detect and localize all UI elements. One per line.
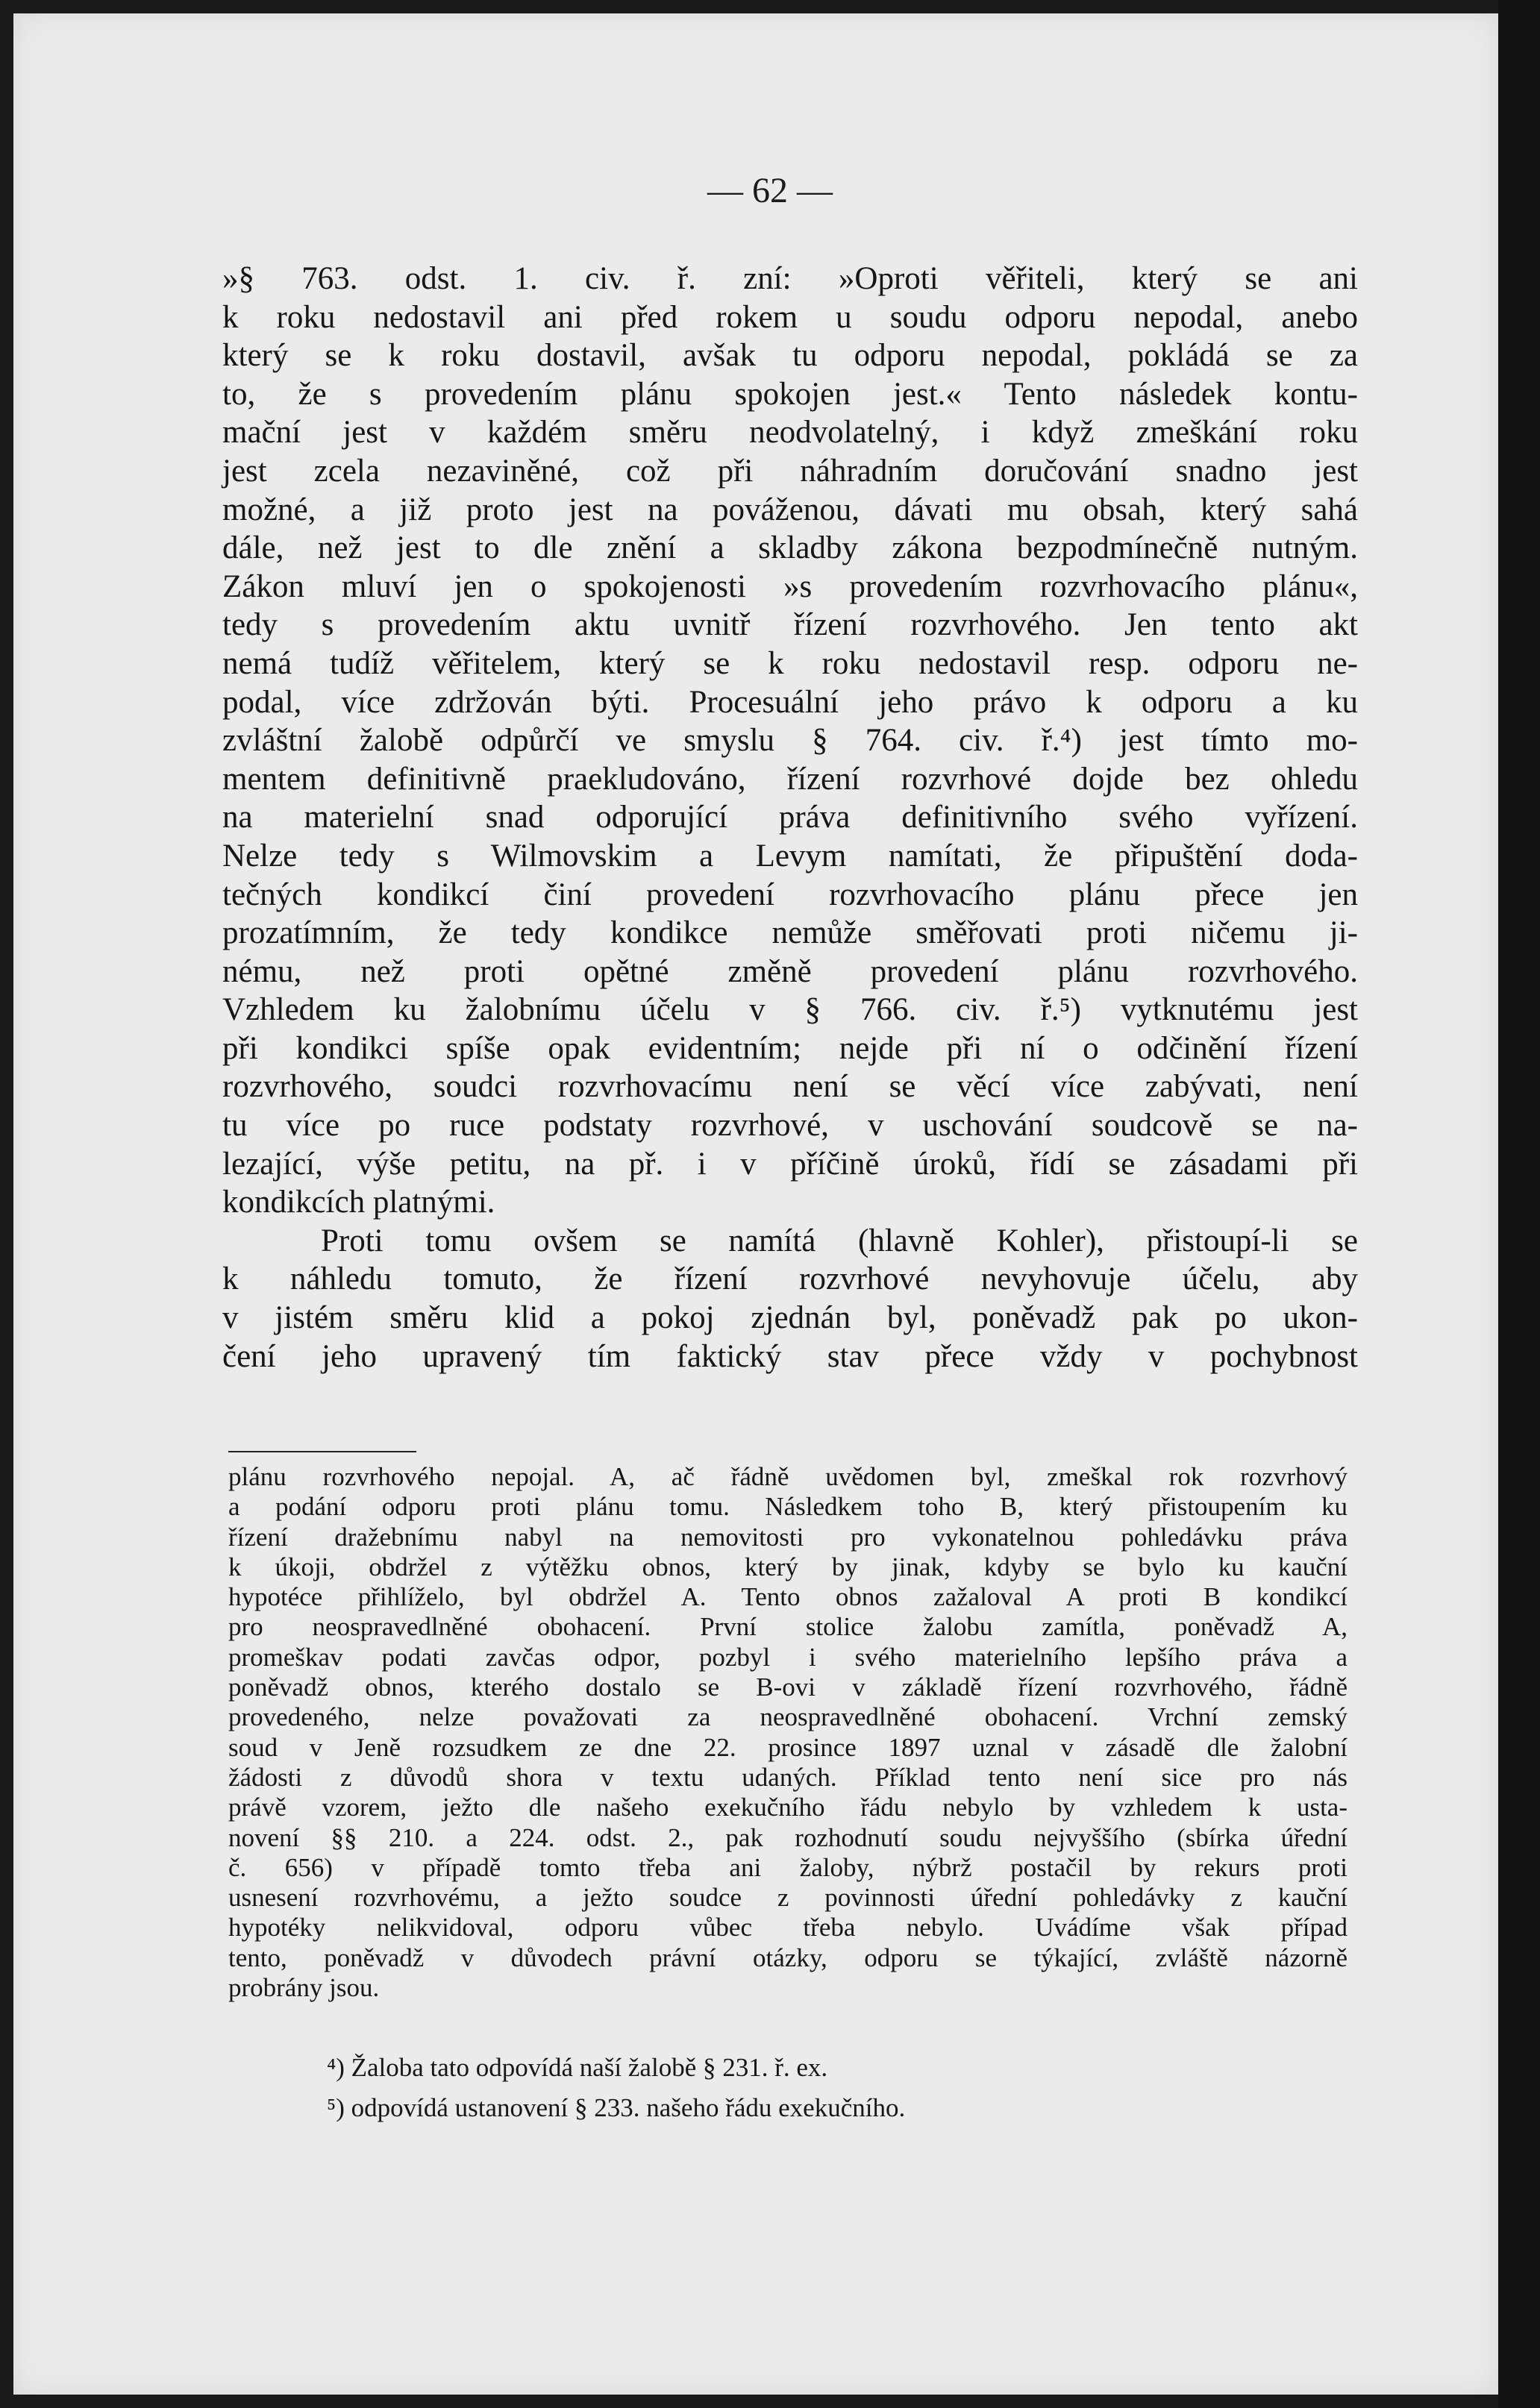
note-line: žádosti z důvodů shora v textu udaných. Příklad tento není sice pro nás: [228, 1762, 1348, 1792]
text-line: »§ 763. odst. 1. civ. ř. zní: »Oproti věřiteli, který se ani: [222, 261, 1358, 296]
note-line: tento, poněvadž v důvodech právní otázky, odporu se týkající, zvláště názorně: [228, 1943, 1348, 1972]
note-line: a podání odporu proti plánu tomu. Následkem toho B, který přistoupením ku: [228, 1492, 1348, 1522]
text-line: tedy s provedením aktu uvnitř řízení rozvrhového. Jen tento akt: [222, 607, 1358, 643]
text-line: kondikcích platnými.: [222, 1185, 495, 1220]
note-line: pro neospravedlněné obohacení. První stolice žalobu zamítla, poněvadž A,: [228, 1612, 1348, 1642]
note-line: právě vzorem, ježto dle našeho exekučního řádu nebylo by vzhledem k usta-: [228, 1793, 1348, 1822]
note-line: hypotéce přihlíželo, byl obdržel A. Tento obnos zažaloval A proti B kondikcí: [228, 1582, 1348, 1612]
text-line: jest zcela nezaviněné, což při náhradním doručování snadno jest: [222, 453, 1358, 489]
note-line: usnesení rozvrhovému, a ježto soudce z povinnosti úřední pohledávky z kauční: [228, 1883, 1348, 1913]
page-number: — 62 —: [707, 171, 833, 210]
main-text: [222, 260, 1358, 1376]
text-line: rozvrhového, soudci rozvrhovacímu není se věcí více zabývati, není: [222, 1069, 1358, 1105]
text-line: který se k roku dostavil, avšak tu odporu nepodal, pokládá se za: [222, 338, 1358, 374]
text-line: lezající, výše petitu, na př. i v příčině úroků, řídí se zásadami při: [222, 1146, 1358, 1182]
note-line: probrány jsou.: [228, 1973, 380, 2003]
text-line: k náhledu tomuto, že řízení rozvrhové nevyhovuje účelu, aby: [222, 1261, 1358, 1297]
text-line: zvláštní žalobě odpůrčí ve smyslu § 764. civ. ř.⁴) jest tímto mo-: [222, 723, 1358, 759]
text-line: mentem definitivně praekludováno, řízení rozvrhové dojde bez ohledu: [222, 761, 1358, 797]
text-line: při kondikci spíše opak evidentním; nejde při ní o odčinění řízení: [222, 1030, 1358, 1066]
note-line: provedeného, nelze považovati za neospravedlněné obohacení. Vrchní zemský: [228, 1702, 1348, 1732]
note-line: k úkoji, obdržel z výtěžku obnos, který by jinak, kdyby se bylo ku kauční: [228, 1552, 1348, 1581]
note-line: řízení dražebnímu nabyl na nemovitosti pro vykonatelnou pohledávku práva: [228, 1522, 1348, 1552]
footnote-divider: [228, 1451, 416, 1452]
note-line: č. 656) v případě tomto třeba ani žaloby, nýbrž postačil by rekurs proti: [228, 1852, 1348, 1882]
text-line: Zákon mluví jen o spokojenosti »s provedením rozvrhovacího plánu«,: [222, 568, 1358, 604]
text-line: to, že s provedením plánu spokojen jest.« Tento následek kontu-: [222, 376, 1358, 412]
text-line: Vzhledem ku žalobnímu účelu v § 766. civ. ř.⁵) vytknutému jest: [222, 992, 1358, 1028]
text-line: možné, a již proto jest na pováženou, dávati mu obsah, který sahá: [222, 492, 1358, 527]
note-line: plánu rozvrhového nepojal. A, ač řádně uvědomen byl, zmeškal rok rozvrhový: [228, 1462, 1348, 1491]
footnote-continuation: [228, 1462, 1348, 2003]
text-line: čení jeho upravený tím faktický stav přece vždy v pochybnost: [222, 1338, 1358, 1374]
scan-edge: [1498, 0, 1540, 2408]
text-line: tu více po ruce podstaty rozvrhové, v uschování soudcově se na-: [222, 1108, 1358, 1144]
footnote-4: ⁴) Žaloba tato odpovídá naší žalobě § 231. ř. ex.: [327, 2053, 828, 2082]
note-line: poněvadž obnos, kterého dostalo se B-ovi v základě řízení rozvrhového, řádně: [228, 1672, 1348, 1702]
text-line: Nelze tedy s Wilmovskim a Levym namítati, že připuštění doda-: [222, 838, 1358, 874]
text-line: na materielní snad odporující práva definitivního svého vyřízení.: [222, 800, 1358, 835]
text-line: nemá tudíž věřitelem, který se k roku nedostavil resp. odporu ne-: [222, 645, 1358, 681]
text-line: v jistém směru klid a pokoj zjednán byl, poněvadž pak po ukon-: [222, 1300, 1358, 1336]
note-line: hypotéky nelikvidoval, odporu vůbec třeba nebylo. Uvádíme však případ: [228, 1913, 1348, 1943]
paragraph-start: Proti tomu ovšem se namítá (hlavně Kohler), přistoupí-li se: [321, 1223, 1358, 1258]
text-line: prozatímním, že tedy kondikce nemůže směřovati proti ničemu ji-: [222, 915, 1358, 951]
text-line: dále, než jest to dle znění a skladby zákona bezpodmínečně nutným.: [222, 530, 1358, 566]
footnote-5: ⁵) odpovídá ustanovení § 233. našeho řádu exekučního.: [327, 2093, 906, 2122]
note-line: soud v Jeně rozsudkem ze dne 22. prosince 1897 uznal v zásadě dle žalobní: [228, 1732, 1348, 1762]
text-line: tečných kondikcí činí provedení rozvrhovacího plánu přece jen: [222, 877, 1358, 912]
text-line: k roku nedostavil ani před rokem u soudu odporu nepodal, anebo: [222, 299, 1358, 335]
text-line: nému, než proti opětné změně provedení plánu rozvrhového.: [222, 953, 1358, 989]
text-line: mační jest v každém směru neodvolatelný, i když zmeškání roku: [222, 415, 1358, 451]
note-line: promeškav podati zavčas odpor, pozbyl i svého materielního lepšího práva a: [228, 1642, 1348, 1672]
note-line: novení §§ 210. a 224. odst. 2., pak rozhodnutí soudu nejvyššího (sbírka úřední: [228, 1822, 1348, 1852]
text-line: podal, více zdržován býti. Procesuální jeho právo k odporu a ku: [222, 684, 1358, 720]
